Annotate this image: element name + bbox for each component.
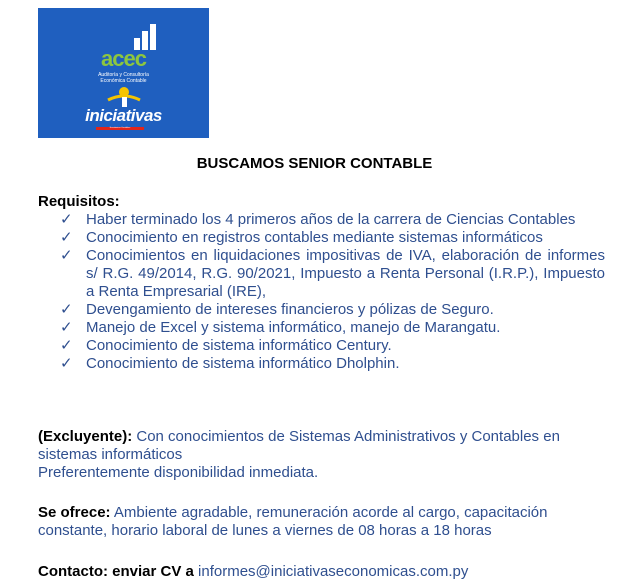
check-icon: ✓ [60,247,73,264]
company-logo [38,8,209,138]
excluyente-section [38,428,608,482]
ofrece-text: Ambiente agradable, remuneración acorde al cargo, capacitación constante, horario laboral de lunes a viernes de 08 horas a 18 horas [38,504,548,539]
excluyente-text: Con conocimientos de Sistemas Administrativos y Contables en sistemas informáticos [38,428,560,463]
check-icon: ✓ [60,337,73,354]
check-icon: ✓ [60,211,73,228]
requisitos-list [60,211,605,373]
requisitos-label: Requisitos: [38,193,120,210]
contacto-label: Contacto: enviar CV a [38,563,194,580]
page-title: BUSCAMOS SENIOR CONTABLE [196,155,433,172]
contacto-section [38,563,608,581]
list-item: ✓ Conocimiento en registros contables mediante sistemas informáticos [60,229,543,246]
list-item: ✓ Devengamiento de intereses financieros y pólizas de Seguro. [60,301,494,318]
check-icon: ✓ [60,301,73,318]
check-icon: ✓ [60,229,73,246]
excluyente-label: (Excluyente): [38,428,133,445]
list-item: ✓ Conocimiento de sistema informático Dholphin. [60,355,400,372]
logo-iniciativas-text: iniciativas [85,106,162,125]
check-icon: ✓ [60,355,73,372]
list-item: ✓ Manejo de Excel y sistema informático, manejo de Marangatu. [60,319,501,336]
ofrece-label: Se ofrece: [38,504,111,521]
ofrece-section [38,504,608,540]
check-icon: ✓ [60,319,73,336]
contact-email[interactable]: informes@iniciativaseconomicas.com.py [193,563,469,580]
logo-red-bar: Económicas Contables [96,127,144,130]
list-item: ✓ Conocimientos en liquidaciones impositivas de IVA, elaboración de informes s/ R.G. 49/2014, R.G. 90/2021, Impuesto a Renta Personal (I.R.P.), Impuesto a Renta Empresarial (IRE), [60,247,605,300]
list-item: ✓ Conocimiento de sistema informático Century. [60,337,392,354]
disponibilidad-text: Preferentemente disponibilidad inmediata. [38,464,319,481]
logo-acec-text: acec [101,46,146,71]
list-item: ✓ Haber terminado los 4 primeros años de la carrera de Ciencias Contables [60,211,576,228]
logo-acec-subtitle: Auditoría y Consultoría Económica Contable [98,72,149,84]
